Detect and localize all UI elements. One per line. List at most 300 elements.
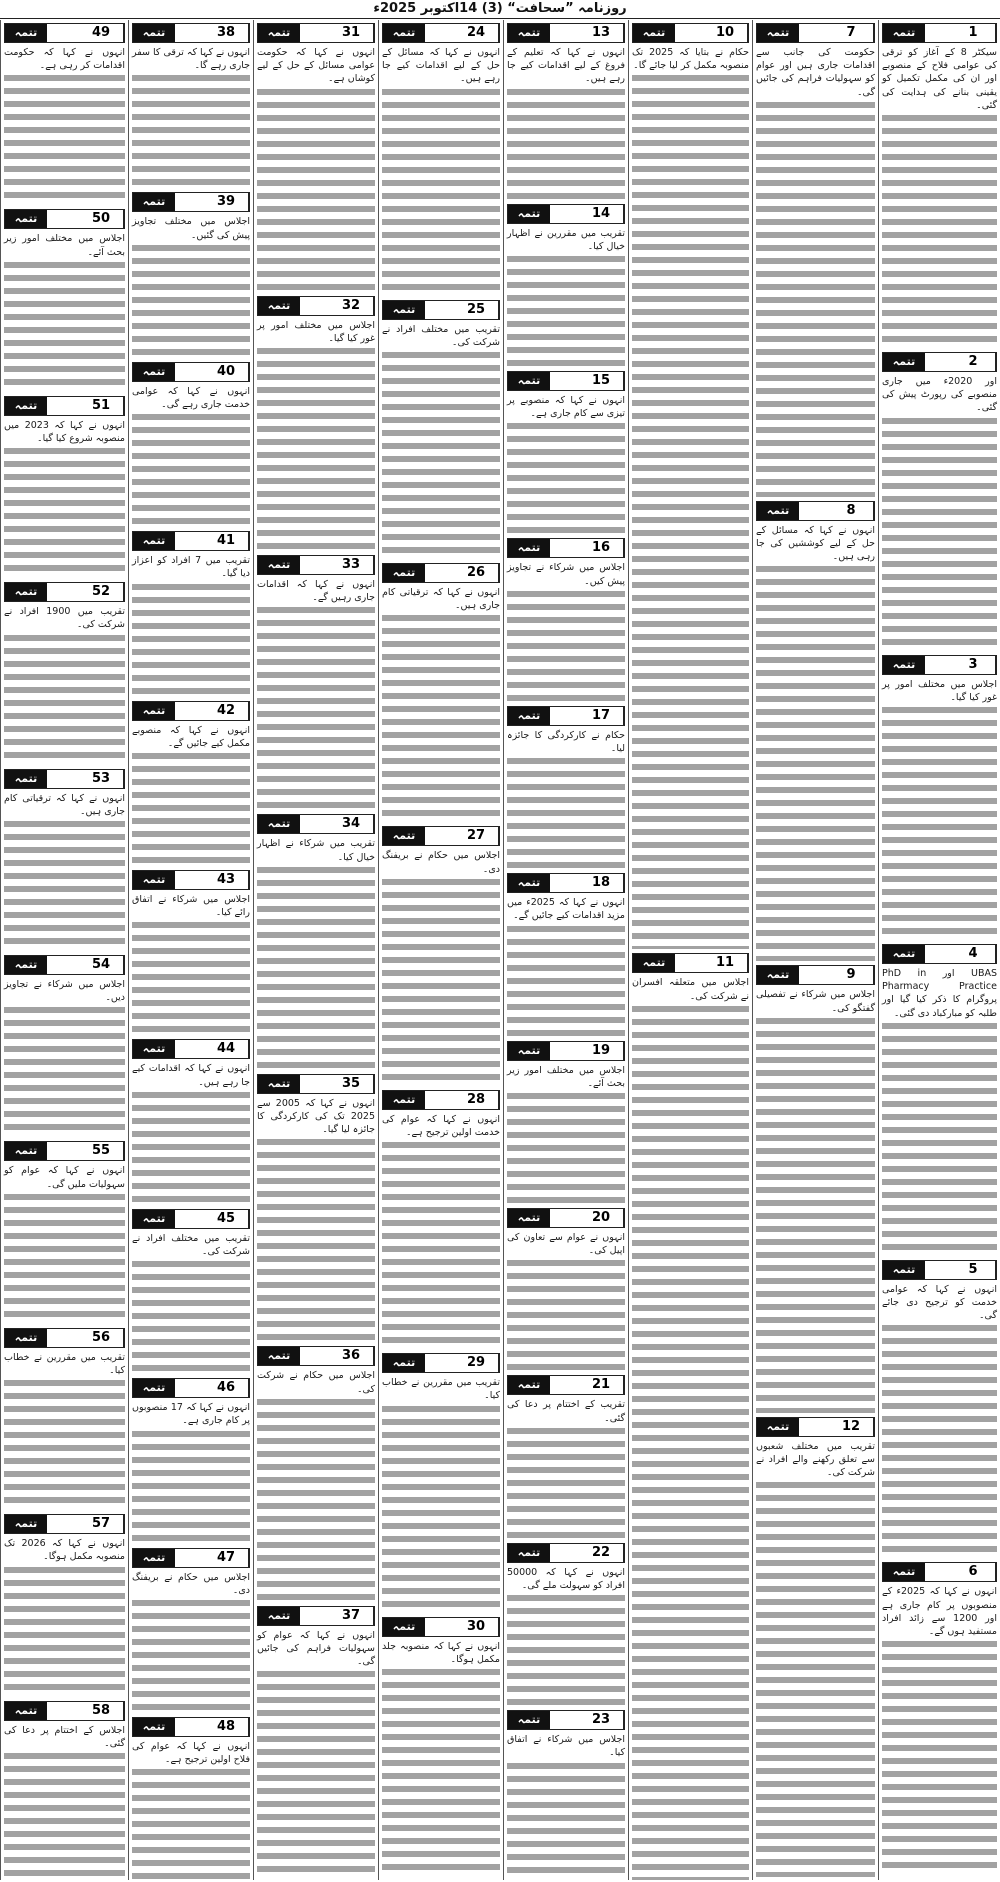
text-filler bbox=[382, 612, 500, 822]
item-body: اجلاس میں شرکاء نے اتفاق کیا۔ bbox=[507, 1734, 625, 1759]
continuation-ribbon bbox=[507, 706, 625, 726]
text-filler bbox=[382, 1666, 500, 1876]
news-item bbox=[132, 23, 250, 188]
item-number: 23 bbox=[579, 1711, 624, 1729]
item-body: انہوں نے کہا کہ عوامی خدمت کو ترجیح دی جائے گی۔ bbox=[882, 1283, 997, 1322]
continuation-tag: تتمہ bbox=[383, 301, 425, 319]
text-filler bbox=[4, 72, 125, 205]
continuation-tag: تتمہ bbox=[5, 1702, 47, 1720]
news-item bbox=[382, 1617, 500, 1876]
continuation-ribbon bbox=[257, 814, 375, 834]
text-filler bbox=[132, 72, 250, 188]
news-item bbox=[882, 352, 997, 651]
item-body: اجلاس میں حکام نے بریفنگ دی۔ bbox=[382, 850, 500, 875]
continuation-ribbon bbox=[507, 371, 625, 391]
continuation-tag: تتمہ bbox=[383, 1618, 425, 1636]
continuation-ribbon bbox=[4, 209, 125, 229]
item-body: تقریب میں مقررین نے خطاب کیا۔ bbox=[382, 1377, 500, 1402]
item-number: 44 bbox=[204, 1040, 249, 1058]
item-body: تقریب میں مختلف افراد نے شرکت کی۔ bbox=[382, 323, 500, 348]
text-filler bbox=[257, 1136, 375, 1342]
continuation-ribbon bbox=[132, 1717, 250, 1737]
text-filler bbox=[4, 259, 125, 392]
item-body: تقریب میں 7 افراد کو اعزاز دیا گیا۔ bbox=[132, 555, 250, 580]
item-body: انہوں نے کہا کہ منصوبے پر تیزی سے کام جاری ہے۔ bbox=[507, 395, 625, 420]
continuation-ribbon bbox=[4, 1141, 125, 1161]
text-filler bbox=[132, 1428, 250, 1544]
item-number: 47 bbox=[204, 1549, 249, 1567]
item-number: 39 bbox=[204, 193, 249, 211]
item-body: حکام نے کارکردگی کا جائزہ لیا۔ bbox=[507, 729, 625, 755]
item-number: 18 bbox=[579, 874, 624, 892]
item-number: 12 bbox=[829, 1418, 874, 1436]
continuation-tag: تتمہ bbox=[508, 874, 550, 892]
continuation-tag: تتمہ bbox=[133, 1379, 175, 1397]
text-filler bbox=[257, 345, 375, 551]
news-item bbox=[257, 1074, 375, 1343]
text-filler bbox=[4, 1564, 125, 1697]
item-body: اجلاس میں مختلف امور زیر بحث آئے۔ bbox=[507, 1064, 625, 1089]
continuation-tag: تتمہ bbox=[508, 24, 550, 42]
news-item bbox=[257, 1606, 375, 1875]
continuation-ribbon bbox=[132, 1378, 250, 1398]
item-body: انہوں نے کہا کہ اقدامات جاری رہیں گے۔ bbox=[257, 579, 375, 604]
continuation-ribbon bbox=[132, 362, 250, 382]
continuation-ribbon bbox=[257, 555, 375, 575]
news-item bbox=[132, 1209, 250, 1374]
item-body: اور 2020ء میں جاری منصوبے کی رپورٹ پیش کی گئی۔ bbox=[882, 376, 997, 414]
continuation-ribbon bbox=[507, 1375, 625, 1395]
item-body: انہوں نے کہا کہ مسائل کے حل کے لیے کوششیں کی جا رہی ہیں۔ bbox=[756, 524, 875, 563]
continuation-tag: تتمہ bbox=[5, 583, 47, 601]
continuation-tag: تتمہ bbox=[883, 656, 925, 674]
continuation-ribbon bbox=[382, 826, 500, 846]
continuation-ribbon bbox=[756, 23, 875, 43]
news-item bbox=[882, 23, 997, 348]
text-filler bbox=[507, 1257, 625, 1371]
news-item bbox=[257, 296, 375, 551]
item-number: 38 bbox=[204, 24, 249, 42]
text-filler bbox=[882, 112, 997, 348]
news-item bbox=[507, 706, 625, 869]
text-filler bbox=[132, 1258, 250, 1374]
continuation-ribbon bbox=[382, 1353, 500, 1373]
item-number: 27 bbox=[454, 827, 499, 845]
continuation-ribbon bbox=[257, 1346, 375, 1366]
item-number: 35 bbox=[329, 1075, 374, 1093]
item-body: انہوں نے کہا کہ حکومت اقدامات کر رہی ہے۔ bbox=[4, 47, 125, 72]
text-filler bbox=[882, 1322, 997, 1558]
text-filler bbox=[507, 253, 625, 367]
item-body: اجلاس میں شرکاء نے تفصیلی گفتگو کی۔ bbox=[756, 989, 875, 1014]
item-number: 45 bbox=[204, 1210, 249, 1228]
text-filler bbox=[507, 420, 625, 534]
item-number: 52 bbox=[79, 583, 124, 601]
continuation-tag: تتمہ bbox=[5, 1142, 47, 1160]
continuation-ribbon bbox=[132, 870, 250, 890]
text-filler bbox=[507, 86, 625, 200]
text-filler bbox=[382, 86, 500, 296]
continuation-tag: تتمہ bbox=[133, 1718, 175, 1736]
text-filler bbox=[507, 1425, 625, 1539]
item-body: اجلاس میں حکام نے بریفنگ دی۔ bbox=[132, 1571, 250, 1596]
continuation-tag: تتمہ bbox=[258, 1347, 300, 1365]
item-body: تقریب میں شرکاء نے اظہار خیال کیا۔ bbox=[257, 838, 375, 863]
text-filler bbox=[257, 86, 375, 292]
item-body: تقریب میں مقررین نے اظہار خیال کیا۔ bbox=[507, 227, 625, 252]
item-body: انہوں نے کہا کہ عوام کو سہولیات ملیں گی۔ bbox=[4, 1165, 125, 1190]
continuation-ribbon bbox=[4, 769, 125, 789]
item-number: 29 bbox=[454, 1354, 499, 1372]
text-filler bbox=[257, 864, 375, 1070]
item-number: 9 bbox=[829, 966, 874, 984]
item-body: تقریب کے اختتام پر دعا کی گئی۔ bbox=[507, 1399, 625, 1424]
continuation-tag: تتمہ bbox=[5, 770, 47, 788]
continuation-tag: تتمہ bbox=[383, 24, 425, 42]
continuation-ribbon bbox=[507, 1208, 625, 1228]
continuation-ribbon bbox=[507, 1543, 625, 1563]
item-number: 5 bbox=[951, 1261, 996, 1279]
item-body: انہوں نے کہا کہ ترقیاتی کام جاری ہیں۔ bbox=[382, 587, 500, 612]
continuation-ribbon bbox=[882, 23, 997, 43]
text-filler bbox=[257, 1396, 375, 1602]
news-item bbox=[382, 1353, 500, 1612]
continuation-tag: تتمہ bbox=[258, 297, 300, 315]
item-number: 43 bbox=[204, 871, 249, 889]
continuation-ribbon bbox=[132, 1548, 250, 1568]
news-item bbox=[382, 1090, 500, 1349]
continuation-tag: تتمہ bbox=[508, 707, 550, 725]
item-number: 28 bbox=[454, 1091, 499, 1109]
news-column bbox=[503, 20, 628, 1880]
continuation-ribbon bbox=[4, 582, 125, 602]
continuation-tag: تتمہ bbox=[133, 193, 175, 211]
item-number: 25 bbox=[454, 301, 499, 319]
text-filler bbox=[4, 1191, 125, 1324]
item-body: حکومت کی جانب سے اقدامات جاری ہیں اور عوام کو سہولیات فراہم کی جائیں گی۔ bbox=[756, 47, 875, 98]
news-item bbox=[4, 1514, 125, 1696]
news-item bbox=[632, 23, 749, 949]
item-body: انہوں نے کہا کہ 17 منصوبوں پر کام جاری ہے۔ bbox=[132, 1402, 250, 1427]
item-body: انہوں نے کہا کہ اقدامات کیے جا رہے ہیں۔ bbox=[132, 1063, 250, 1088]
text-filler bbox=[507, 1592, 625, 1706]
text-filler bbox=[882, 1638, 997, 1874]
news-item bbox=[257, 814, 375, 1069]
continuation-tag: تتمہ bbox=[5, 1515, 47, 1533]
continuation-tag: تتمہ bbox=[133, 1040, 175, 1058]
item-body: انہوں نے کہا کہ منصوبے مکمل کیے جائیں گے۔ bbox=[132, 724, 250, 749]
continuation-tag: تتمہ bbox=[508, 205, 550, 223]
continuation-ribbon bbox=[132, 1039, 250, 1059]
text-filler bbox=[756, 99, 875, 497]
news-item bbox=[756, 23, 875, 497]
item-number: 48 bbox=[204, 1718, 249, 1736]
item-body: اجلاس میں حکام نے شرکت کی۔ bbox=[257, 1370, 375, 1395]
item-number: 37 bbox=[329, 1607, 374, 1625]
continuation-tag: تتمہ bbox=[883, 24, 925, 42]
news-item bbox=[507, 371, 625, 534]
news-item bbox=[507, 1375, 625, 1538]
continuation-ribbon bbox=[4, 955, 125, 975]
item-body: تقریب میں 1900 افراد نے شرکت کی۔ bbox=[4, 606, 125, 631]
item-number: 53 bbox=[79, 770, 124, 788]
news-item bbox=[132, 192, 250, 357]
item-number: 42 bbox=[204, 702, 249, 720]
item-number: 10 bbox=[703, 24, 748, 42]
continuation-ribbon bbox=[507, 204, 625, 224]
news-column bbox=[0, 20, 128, 1880]
continuation-ribbon bbox=[382, 1090, 500, 1110]
text-filler bbox=[882, 704, 997, 940]
item-body: اجلاس میں متعلقہ افسران نے شرکت کی۔ bbox=[632, 977, 749, 1002]
text-filler bbox=[632, 1003, 749, 1880]
continuation-ribbon bbox=[882, 1260, 997, 1280]
continuation-ribbon bbox=[507, 873, 625, 893]
continuation-tag: تتمہ bbox=[508, 1544, 550, 1562]
item-number: 17 bbox=[579, 707, 624, 725]
news-item bbox=[382, 300, 500, 559]
news-item bbox=[507, 1208, 625, 1371]
text-filler bbox=[507, 588, 625, 702]
continuation-tag: تتمہ bbox=[757, 24, 799, 42]
news-item bbox=[4, 955, 125, 1137]
item-number: 50 bbox=[79, 210, 124, 228]
text-filler bbox=[507, 1760, 625, 1874]
news-column bbox=[253, 20, 378, 1880]
item-body: اجلاس میں مختلف امور پر غور کیا گیا۔ bbox=[882, 678, 997, 703]
text-filler bbox=[507, 1090, 625, 1204]
news-item bbox=[132, 362, 250, 527]
news-item bbox=[507, 1041, 625, 1204]
news-item bbox=[4, 396, 125, 578]
item-number: 6 bbox=[951, 1563, 996, 1581]
continuation-ribbon bbox=[4, 396, 125, 416]
continuation-ribbon bbox=[4, 1514, 125, 1534]
text-filler bbox=[882, 415, 997, 651]
item-body: حکام نے بتایا کہ 2025 تک منصوبہ مکمل کر لیا جائے گا۔ bbox=[632, 47, 750, 72]
item-number: 51 bbox=[79, 397, 124, 415]
news-item bbox=[756, 1417, 875, 1878]
continuation-ribbon bbox=[756, 501, 875, 521]
item-body: انہوں نے عوام سے تعاون کی اپیل کی۔ bbox=[507, 1232, 625, 1257]
continuation-ribbon bbox=[132, 1209, 250, 1229]
continuation-ribbon bbox=[382, 300, 500, 320]
item-number: 14 bbox=[579, 205, 624, 223]
item-number: 46 bbox=[204, 1379, 249, 1397]
news-column bbox=[878, 20, 1000, 1880]
item-number: 3 bbox=[951, 656, 996, 674]
item-number: 55 bbox=[79, 1142, 124, 1160]
continuation-tag: تتمہ bbox=[757, 1418, 799, 1436]
news-item bbox=[882, 944, 997, 1256]
continuation-tag: تتمہ bbox=[5, 397, 47, 415]
continuation-tag: تتمہ bbox=[258, 815, 300, 833]
item-number: 56 bbox=[79, 1329, 124, 1347]
item-number: 58 bbox=[79, 1702, 124, 1720]
news-item bbox=[4, 23, 125, 205]
text-filler bbox=[4, 632, 125, 765]
continuation-tag: تتمہ bbox=[508, 1376, 550, 1394]
text-filler bbox=[132, 242, 250, 358]
item-number: 13 bbox=[579, 24, 624, 42]
continuation-tag: تتمہ bbox=[258, 556, 300, 574]
item-number: 2 bbox=[951, 353, 996, 371]
continuation-ribbon bbox=[632, 953, 749, 973]
item-number: 26 bbox=[454, 564, 499, 582]
item-number: 22 bbox=[579, 1544, 624, 1562]
news-item bbox=[382, 563, 500, 822]
continuation-tag: تتمہ bbox=[133, 532, 175, 550]
item-body: تقریب میں مختلف شعبوں سے تعلق رکھنے والے افراد نے شرکت کی۔ bbox=[756, 1440, 875, 1479]
item-body: انہوں نے کہا کہ 50000 افراد کو سہولت ملے گی۔ bbox=[507, 1566, 625, 1592]
item-number: 21 bbox=[579, 1376, 624, 1394]
news-item bbox=[507, 204, 625, 367]
item-body: انہوں نے کہا کہ تعلیم کے فروغ کے لیے اقدامات کیے جا رہے ہیں۔ bbox=[507, 47, 625, 85]
news-item bbox=[257, 1346, 375, 1601]
item-number: 30 bbox=[454, 1618, 499, 1636]
item-number: 40 bbox=[204, 363, 249, 381]
news-item bbox=[257, 23, 375, 292]
item-number: 41 bbox=[204, 532, 249, 550]
item-body: انہوں نے کہا کہ منصوبہ جلد مکمل ہوگا۔ bbox=[382, 1640, 500, 1665]
item-body: تقریب میں مقررین نے خطاب کیا۔ bbox=[4, 1351, 125, 1377]
continuation-tag: تتمہ bbox=[883, 1563, 925, 1581]
news-column bbox=[628, 20, 752, 1880]
continuation-ribbon bbox=[4, 1701, 125, 1721]
news-column bbox=[752, 20, 878, 1880]
continuation-tag: تتمہ bbox=[883, 353, 925, 371]
item-number: 32 bbox=[329, 297, 374, 315]
continuation-ribbon bbox=[132, 192, 250, 212]
continuation-tag: تتمہ bbox=[757, 502, 799, 520]
item-body: انہوں نے کہا کہ حکومت عوامی مسائل کے حل کے لیے کوشاں ہے۔ bbox=[257, 47, 375, 85]
text-filler bbox=[132, 581, 250, 697]
continuation-tag: تتمہ bbox=[5, 956, 47, 974]
item-number: 15 bbox=[579, 372, 624, 390]
continuation-ribbon bbox=[882, 944, 997, 964]
item-number: 57 bbox=[79, 1515, 124, 1533]
news-column bbox=[128, 20, 253, 1880]
continuation-tag: تتمہ bbox=[383, 827, 425, 845]
news-item bbox=[382, 23, 500, 296]
news-item bbox=[507, 873, 625, 1036]
news-item bbox=[882, 655, 997, 940]
item-number: 1 bbox=[951, 24, 996, 42]
news-item bbox=[632, 953, 749, 1879]
text-filler bbox=[4, 1750, 125, 1880]
continuation-ribbon bbox=[257, 1074, 375, 1094]
item-body: اجلاس میں مختلف تجاویز پیش کی گئیں۔ bbox=[132, 216, 250, 241]
continuation-tag: تتمہ bbox=[5, 24, 47, 42]
text-filler bbox=[4, 1377, 125, 1510]
news-item bbox=[4, 209, 125, 391]
continuation-ribbon bbox=[632, 23, 749, 43]
news-item bbox=[132, 701, 250, 866]
item-number: 4 bbox=[951, 945, 996, 963]
continuation-tag: تتمہ bbox=[883, 945, 925, 963]
text-filler bbox=[132, 919, 250, 1035]
text-filler bbox=[756, 1015, 875, 1413]
text-filler bbox=[756, 1479, 875, 1877]
continuation-ribbon bbox=[882, 352, 997, 372]
item-number: 36 bbox=[329, 1347, 374, 1365]
continuation-ribbon bbox=[882, 655, 997, 675]
continuation-tag: تتمہ bbox=[508, 539, 550, 557]
continuation-ribbon bbox=[132, 531, 250, 551]
item-body: اجلاس میں شرکاء نے تجاویز دیں۔ bbox=[4, 979, 125, 1004]
news-item bbox=[882, 1562, 997, 1874]
item-body: انہوں نے کہا کہ عوام کی خدمت اولین ترجیح ہے۔ bbox=[382, 1113, 500, 1139]
item-body: اجلاس میں مختلف امور زیر بحث آئے۔ bbox=[4, 233, 125, 258]
item-body: اجلاس میں شرکاء نے اتفاق رائے کیا۔ bbox=[132, 894, 250, 919]
news-item bbox=[132, 1548, 250, 1713]
news-item bbox=[382, 826, 500, 1085]
continuation-ribbon bbox=[257, 1606, 375, 1626]
continuation-tag: تتمہ bbox=[258, 1075, 300, 1093]
continuation-tag: تتمہ bbox=[133, 363, 175, 381]
text-filler bbox=[632, 72, 749, 949]
continuation-tag: تتمہ bbox=[133, 871, 175, 889]
item-body: انہوں نے کہا کہ مسائل کے حل کے لیے اقدامات کیے جا رہے ہیں۔ bbox=[382, 47, 500, 85]
continuation-tag: تتمہ bbox=[508, 1711, 550, 1729]
continuation-ribbon bbox=[4, 1328, 125, 1348]
continuation-ribbon bbox=[756, 1417, 875, 1437]
text-filler bbox=[382, 349, 500, 559]
item-body: انہوں نے کہا کہ ترقیاتی کام جاری ہیں۔ bbox=[4, 792, 125, 817]
continuation-ribbon bbox=[882, 1562, 997, 1582]
text-filler bbox=[382, 1139, 500, 1349]
news-item bbox=[4, 1701, 125, 1880]
continuation-tag: تتمہ bbox=[383, 1091, 425, 1109]
continuation-tag: تتمہ bbox=[383, 1354, 425, 1372]
text-filler bbox=[382, 1403, 500, 1613]
item-number: 49 bbox=[79, 24, 124, 42]
item-body: انہوں نے کہا کہ عوامی خدمت جاری رہے گی۔ bbox=[132, 385, 250, 411]
item-body: اجلاس کے اختتام پر دعا کی گئی۔ bbox=[4, 1724, 125, 1749]
continuation-tag: تتمہ bbox=[757, 966, 799, 984]
item-body: اجلاس میں مختلف امور پر غور کیا گیا۔ bbox=[257, 319, 375, 344]
continuation-ribbon bbox=[382, 23, 500, 43]
item-number: 33 bbox=[329, 556, 374, 574]
continuation-tag: تتمہ bbox=[133, 1549, 175, 1567]
item-number: 7 bbox=[829, 24, 874, 42]
text-filler bbox=[257, 604, 375, 810]
text-filler bbox=[4, 818, 125, 951]
item-number: 34 bbox=[329, 815, 374, 833]
item-body: UBAS اور PhD in Pharmacy Practice پروگرام کا ذکر کیا گیا اور طلبہ کو مبارکباد دی گئی۔ bbox=[882, 968, 998, 1019]
news-item bbox=[756, 501, 875, 962]
item-body: انہوں نے کہا کہ عوام کی فلاح اولین ترجیح ہے۔ bbox=[132, 1741, 250, 1766]
news-item bbox=[132, 1039, 250, 1204]
news-item bbox=[132, 1717, 250, 1880]
text-filler bbox=[882, 1020, 997, 1256]
continuation-tag: تتمہ bbox=[133, 702, 175, 720]
item-number: 16 bbox=[579, 539, 624, 557]
news-item bbox=[4, 582, 125, 764]
news-item bbox=[507, 1543, 625, 1706]
continuation-ribbon bbox=[4, 23, 125, 43]
item-number: 24 bbox=[454, 24, 499, 42]
news-column bbox=[378, 20, 503, 1880]
continuation-ribbon bbox=[382, 1617, 500, 1637]
continuation-tag: تتمہ bbox=[508, 372, 550, 390]
text-filler bbox=[382, 876, 500, 1086]
news-item bbox=[507, 23, 625, 200]
news-item bbox=[4, 1328, 125, 1510]
text-filler bbox=[4, 445, 125, 578]
continuation-ribbon bbox=[756, 965, 875, 985]
item-body: انہوں نے کہا کہ ترقی کا سفر جاری رہے گا۔ bbox=[132, 47, 250, 72]
